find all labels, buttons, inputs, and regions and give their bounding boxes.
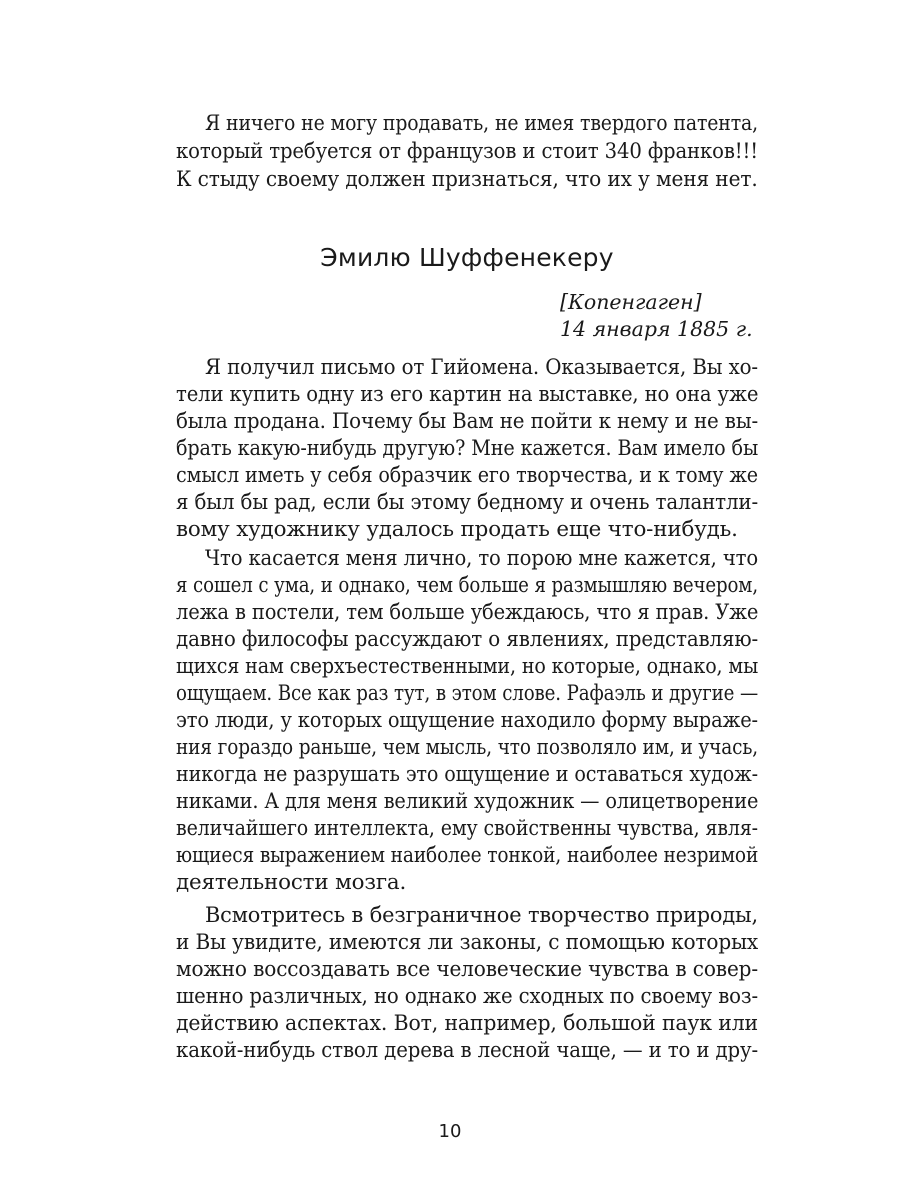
text-line: никогда не разрушать это ощущение и оставаться худож- <box>176 762 759 787</box>
text-line: давно философы рассуждают о явлениях, представляю- <box>176 627 759 652</box>
text-line: Я получил письмо от Гийомена. Оказывается, Вы хо- <box>205 355 759 380</box>
text-line: Что касается меня лично, то порою мне кажется, что <box>205 546 759 571</box>
text-line: тели купить одну из его картин на выставке, но она уже <box>176 382 759 407</box>
text-line: деятельности мозга. <box>176 870 407 895</box>
text-line: ющиеся выражением наиболее тонкой, наиболее незримой <box>176 843 759 868</box>
text-line: это люди, у которых ощущение находило форму выраже- <box>176 708 758 733</box>
text-line: я был бы рад, если бы этому бедному и очень талантли- <box>176 490 759 515</box>
letter-date: 14 января 1885 г. <box>560 317 753 341</box>
text-line: брать какую-нибудь другую? Мне кажется. Вам имело бы <box>176 436 759 461</box>
text-line: и Вы увидите, имеются ли законы, с помощью которых <box>176 930 759 955</box>
text-line: К стыду своему должен признаться, что их у меня нет. <box>176 167 758 192</box>
text-line: лежа в постели, тем больше убеждаюсь, что я прав. Уже <box>176 600 759 625</box>
text-line: величайшего интеллекта, ему свойственны чувства, явля- <box>176 816 758 841</box>
text-line: какой-нибудь ствол дерева в лесной чаще, — и то и дру- <box>176 1038 759 1063</box>
text-line: ния гораздо раньше, чем мысль, что позволяло им, и учась, <box>176 735 758 760</box>
text-line: была продана. Почему бы Вам не пойти к нему и не вы- <box>176 409 759 434</box>
text-line: действию аспектах. Вот, например, большой паук или <box>176 1011 759 1036</box>
text-line: вому художнику удалось продать еще что-нибудь. <box>176 517 738 542</box>
text-line: Я ничего не могу продавать, не имея твердого патента, <box>205 111 759 136</box>
page-number: 10 <box>438 1121 462 1142</box>
letter-place: [Копенгаген] <box>560 290 702 314</box>
text-line: который требуется от французов и стоит 340 франков!!! <box>176 139 759 164</box>
text-line: шенно различных, но однако же сходных по своему воз- <box>176 984 758 1009</box>
text-line: ощущаем. Все как раз тут, в этом слове. Рафаэль и другие — <box>176 681 759 706</box>
text-line: щихся нам сверхъестественными, но которые, однако, мы <box>176 654 759 679</box>
text-line: Всмотритесь в безграничное творчество природы, <box>205 903 758 928</box>
text-line: никами. А для меня великий художник — олицетворение <box>176 789 759 814</box>
text-line: смысл иметь у себя образчик его творчества, и к тому же <box>176 463 758 488</box>
text-line: я сошел с ума, и однако, чем больше я размышляю вечером, <box>176 573 758 598</box>
text-line: можно воссоздавать все человеческие чувства в совер- <box>176 957 759 982</box>
letter-heading: Эмилю Шуффенекеру <box>320 243 614 272</box>
